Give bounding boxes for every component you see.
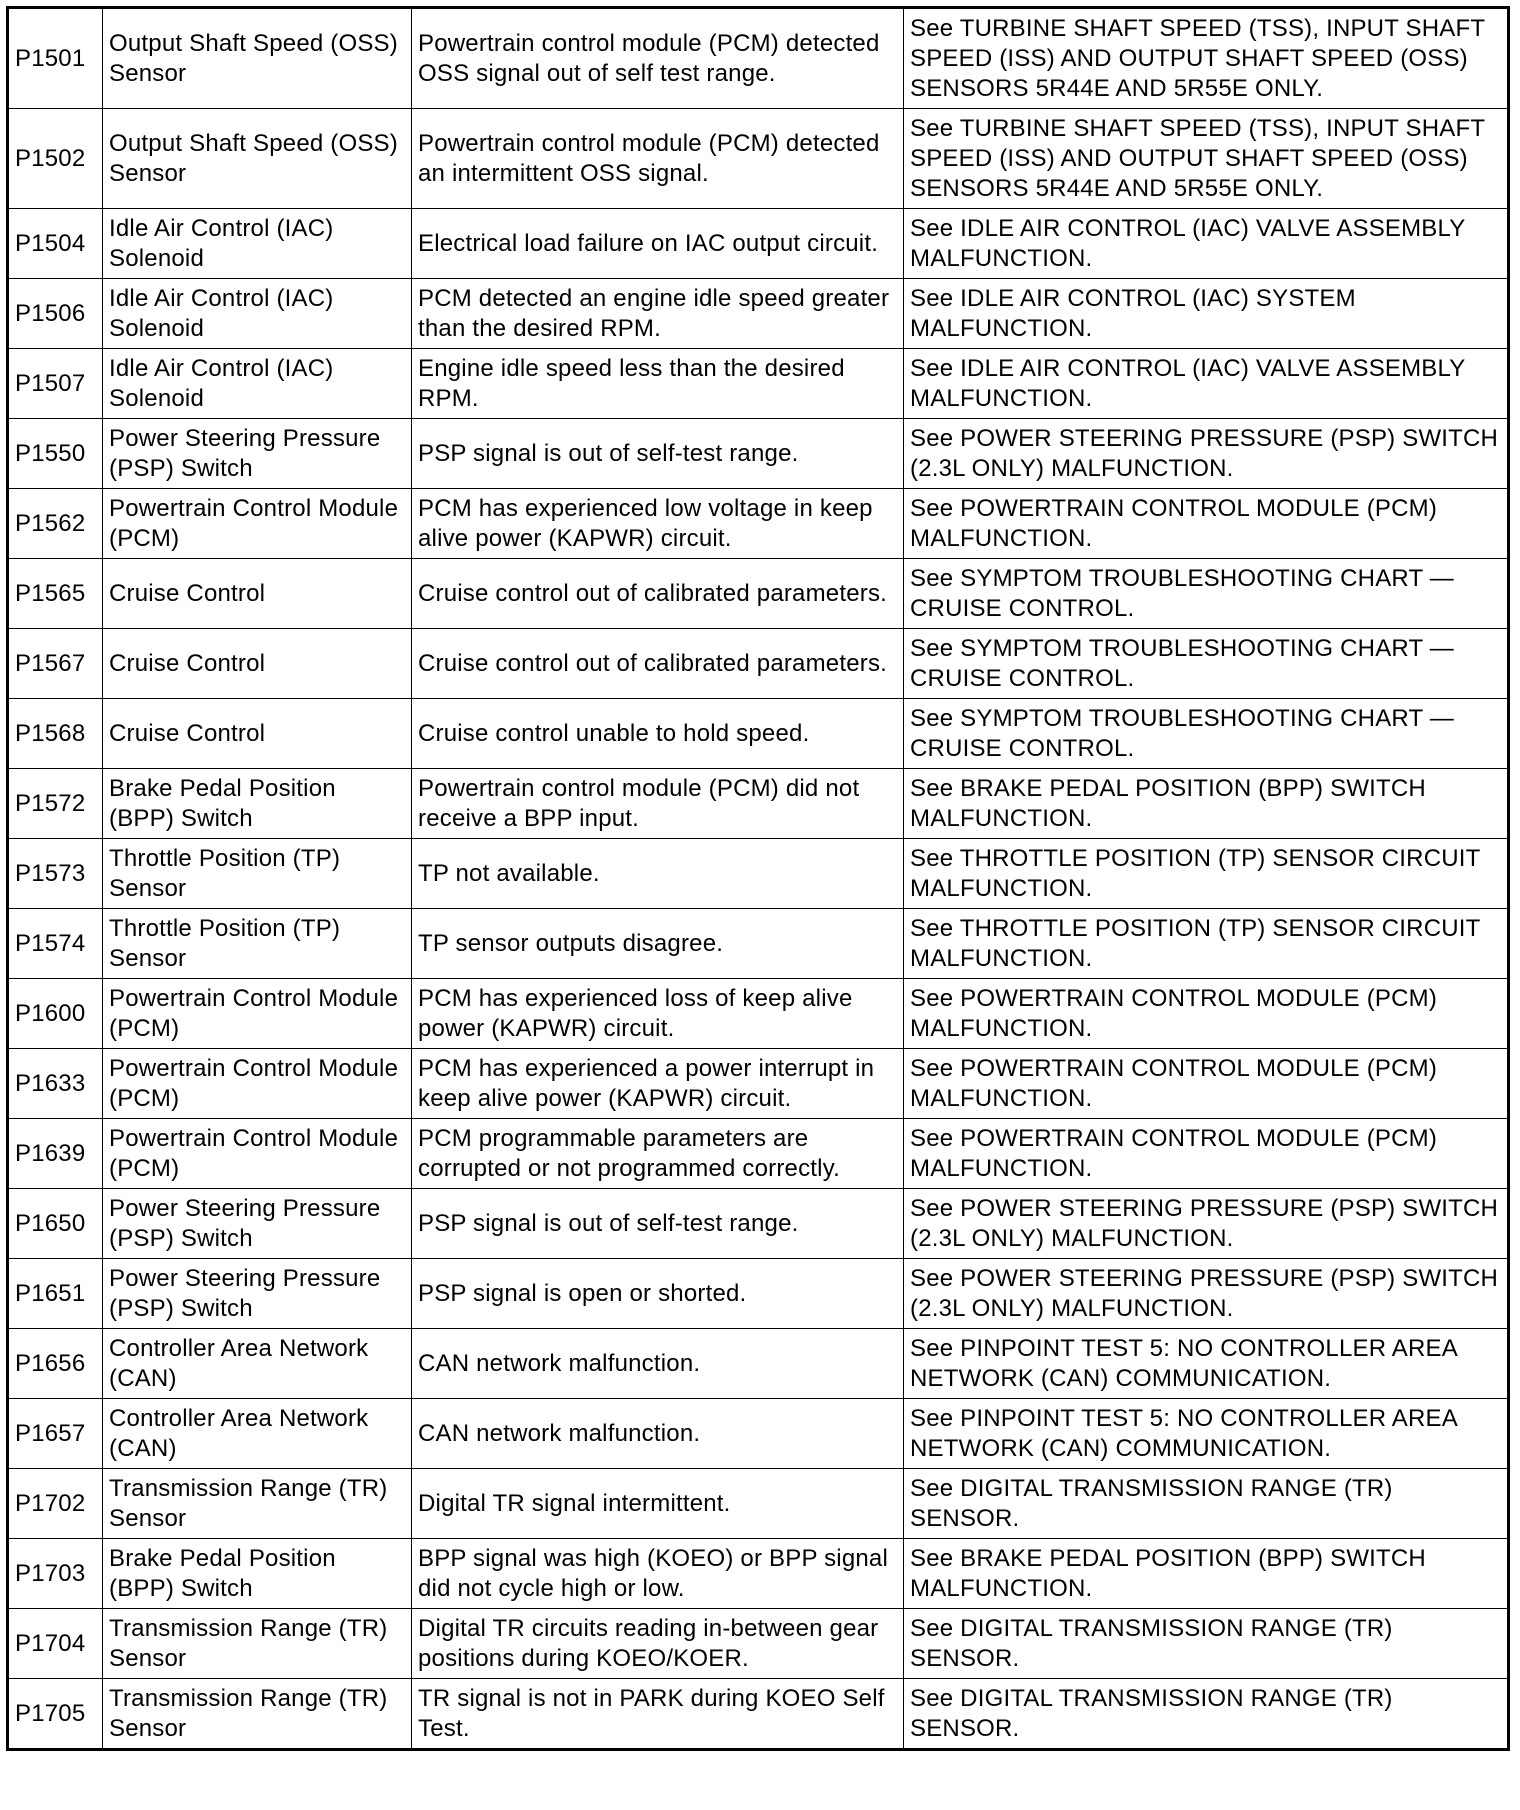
dtc-description: PCM has experienced loss of keep alive power (KAPWR) circuit. [412,979,904,1049]
dtc-code: P1572 [8,769,103,839]
dtc-code: P1502 [8,109,103,209]
table-row [8,419,1509,489]
dtc-action: See POWER STEERING PRESSURE (PSP) SWITCH (2.3L ONLY) MALFUNCTION. [904,1259,1509,1329]
dtc-action: See POWERTRAIN CONTROL MODULE (PCM) MALFUNCTION. [904,1119,1509,1189]
table-row [8,559,1509,629]
dtc-description: PCM detected an engine idle speed greater than the desired RPM. [412,279,904,349]
table-row [8,699,1509,769]
dtc-component: Output Shaft Speed (OSS) Sensor [103,8,412,109]
dtc-action: See TURBINE SHAFT SPEED (TSS), INPUT SHAFT SPEED (ISS) AND OUTPUT SHAFT SPEED (OSS) SENSORS 5R44E AND 5R55E ONLY. [904,109,1509,209]
dtc-code: P1562 [8,489,103,559]
table-row [8,979,1509,1049]
dtc-code: P1639 [8,1119,103,1189]
dtc-component: Throttle Position (TP) Sensor [103,839,412,909]
dtc-action: See PINPOINT TEST 5: NO CONTROLLER AREA NETWORK (CAN) COMMUNICATION. [904,1399,1509,1469]
dtc-code: P1573 [8,839,103,909]
dtc-description: Cruise control out of calibrated parameters. [412,629,904,699]
dtc-component: Transmission Range (TR) Sensor [103,1469,412,1539]
table-row [8,839,1509,909]
table-row [8,1259,1509,1329]
dtc-action: See SYMPTOM TROUBLESHOOTING CHART — CRUISE CONTROL. [904,629,1509,699]
dtc-action: See POWERTRAIN CONTROL MODULE (PCM) MALFUNCTION. [904,489,1509,559]
dtc-component: Transmission Range (TR) Sensor [103,1679,412,1750]
dtc-description: TR signal is not in PARK during KOEO Self Test. [412,1679,904,1750]
dtc-code: P1568 [8,699,103,769]
table-row [8,209,1509,279]
dtc-action: See DIGITAL TRANSMISSION RANGE (TR) SENSOR. [904,1679,1509,1750]
table-row [8,1399,1509,1469]
dtc-component: Output Shaft Speed (OSS) Sensor [103,109,412,209]
dtc-description: BPP signal was high (KOEO) or BPP signal did not cycle high or low. [412,1539,904,1609]
dtc-action: See DIGITAL TRANSMISSION RANGE (TR) SENSOR. [904,1609,1509,1679]
table-row [8,909,1509,979]
dtc-component: Powertrain Control Module (PCM) [103,1049,412,1119]
dtc-description: Engine idle speed less than the desired RPM. [412,349,904,419]
dtc-component: Cruise Control [103,559,412,629]
table-row [8,279,1509,349]
dtc-code: P1600 [8,979,103,1049]
dtc-code: P1650 [8,1189,103,1259]
dtc-action: See POWERTRAIN CONTROL MODULE (PCM) MALFUNCTION. [904,1049,1509,1119]
dtc-description: Powertrain control module (PCM) detected an intermittent OSS signal. [412,109,904,209]
dtc-description: Powertrain control module (PCM) detected OSS signal out of self test range. [412,8,904,109]
table-row [8,1049,1509,1119]
dtc-component: Powertrain Control Module (PCM) [103,1119,412,1189]
dtc-description: Powertrain control module (PCM) did not receive a BPP input. [412,769,904,839]
dtc-code: P1574 [8,909,103,979]
table-row [8,349,1509,419]
dtc-action: See TURBINE SHAFT SPEED (TSS), INPUT SHAFT SPEED (ISS) AND OUTPUT SHAFT SPEED (OSS) SENSORS 5R44E AND 5R55E ONLY. [904,8,1509,109]
dtc-code: P1633 [8,1049,103,1119]
dtc-description: PSP signal is open or shorted. [412,1259,904,1329]
dtc-code: P1705 [8,1679,103,1750]
dtc-code: P1703 [8,1539,103,1609]
dtc-description: Cruise control unable to hold speed. [412,699,904,769]
dtc-component: Power Steering Pressure (PSP) Switch [103,1189,412,1259]
dtc-code: P1550 [8,419,103,489]
dtc-component: Idle Air Control (IAC) Solenoid [103,209,412,279]
dtc-code: P1657 [8,1399,103,1469]
table-row [8,1679,1509,1750]
dtc-code: P1501 [8,8,103,109]
dtc-component: Controller Area Network (CAN) [103,1399,412,1469]
dtc-component: Idle Air Control (IAC) Solenoid [103,279,412,349]
dtc-description: PCM programmable parameters are corrupted or not programmed correctly. [412,1119,904,1189]
dtc-component: Idle Air Control (IAC) Solenoid [103,349,412,419]
dtc-description: Electrical load failure on IAC output circuit. [412,209,904,279]
dtc-component: Brake Pedal Position (BPP) Switch [103,769,412,839]
dtc-component: Powertrain Control Module (PCM) [103,489,412,559]
dtc-action: See IDLE AIR CONTROL (IAC) VALVE ASSEMBLY MALFUNCTION. [904,349,1509,419]
dtc-description: CAN network malfunction. [412,1329,904,1399]
table-row [8,1469,1509,1539]
dtc-component: Controller Area Network (CAN) [103,1329,412,1399]
table-row [8,109,1509,209]
dtc-action: See SYMPTOM TROUBLESHOOTING CHART — CRUISE CONTROL. [904,559,1509,629]
dtc-description: PSP signal is out of self-test range. [412,1189,904,1259]
dtc-action: See BRAKE PEDAL POSITION (BPP) SWITCH MALFUNCTION. [904,1539,1509,1609]
dtc-action: See IDLE AIR CONTROL (IAC) SYSTEM MALFUNCTION. [904,279,1509,349]
dtc-component: Power Steering Pressure (PSP) Switch [103,419,412,489]
dtc-action: See POWER STEERING PRESSURE (PSP) SWITCH (2.3L ONLY) MALFUNCTION. [904,419,1509,489]
dtc-code: P1704 [8,1609,103,1679]
dtc-component: Throttle Position (TP) Sensor [103,909,412,979]
dtc-description: Digital TR circuits reading in-between gear positions during KOEO/KOER. [412,1609,904,1679]
dtc-description: TP not available. [412,839,904,909]
table-row [8,8,1509,109]
dtc-action: See POWERTRAIN CONTROL MODULE (PCM) MALFUNCTION. [904,979,1509,1049]
dtc-code: P1506 [8,279,103,349]
dtc-description: TP sensor outputs disagree. [412,909,904,979]
table-row [8,1539,1509,1609]
dtc-component: Transmission Range (TR) Sensor [103,1609,412,1679]
dtc-action: See IDLE AIR CONTROL (IAC) VALVE ASSEMBLY MALFUNCTION. [904,209,1509,279]
dtc-description: PSP signal is out of self-test range. [412,419,904,489]
dtc-description: CAN network malfunction. [412,1399,904,1469]
dtc-code: P1567 [8,629,103,699]
dtc-table-body [8,8,1509,1750]
table-row [8,1609,1509,1679]
dtc-component: Brake Pedal Position (BPP) Switch [103,1539,412,1609]
dtc-component: Power Steering Pressure (PSP) Switch [103,1259,412,1329]
table-row [8,629,1509,699]
dtc-action: See SYMPTOM TROUBLESHOOTING CHART — CRUISE CONTROL. [904,699,1509,769]
dtc-description: PCM has experienced a power interrupt in keep alive power (KAPWR) circuit. [412,1049,904,1119]
dtc-action: See PINPOINT TEST 5: NO CONTROLLER AREA NETWORK (CAN) COMMUNICATION. [904,1329,1509,1399]
dtc-component: Cruise Control [103,699,412,769]
dtc-description: PCM has experienced low voltage in keep alive power (KAPWR) circuit. [412,489,904,559]
table-row [8,489,1509,559]
dtc-code: P1507 [8,349,103,419]
table-row [8,769,1509,839]
dtc-table-page [6,6,1510,1751]
dtc-action: See THROTTLE POSITION (TP) SENSOR CIRCUIT MALFUNCTION. [904,909,1509,979]
dtc-code: P1565 [8,559,103,629]
dtc-code: P1656 [8,1329,103,1399]
dtc-description: Cruise control out of calibrated parameters. [412,559,904,629]
table-row [8,1189,1509,1259]
dtc-description: Digital TR signal intermittent. [412,1469,904,1539]
dtc-component: Powertrain Control Module (PCM) [103,979,412,1049]
dtc-code: P1504 [8,209,103,279]
dtc-action: See POWER STEERING PRESSURE (PSP) SWITCH (2.3L ONLY) MALFUNCTION. [904,1189,1509,1259]
dtc-action: See THROTTLE POSITION (TP) SENSOR CIRCUIT MALFUNCTION. [904,839,1509,909]
dtc-table [6,6,1510,1751]
dtc-code: P1702 [8,1469,103,1539]
dtc-action: See BRAKE PEDAL POSITION (BPP) SWITCH MALFUNCTION. [904,769,1509,839]
table-row [8,1119,1509,1189]
dtc-code: P1651 [8,1259,103,1329]
dtc-action: See DIGITAL TRANSMISSION RANGE (TR) SENSOR. [904,1469,1509,1539]
dtc-component: Cruise Control [103,629,412,699]
table-row [8,1329,1509,1399]
